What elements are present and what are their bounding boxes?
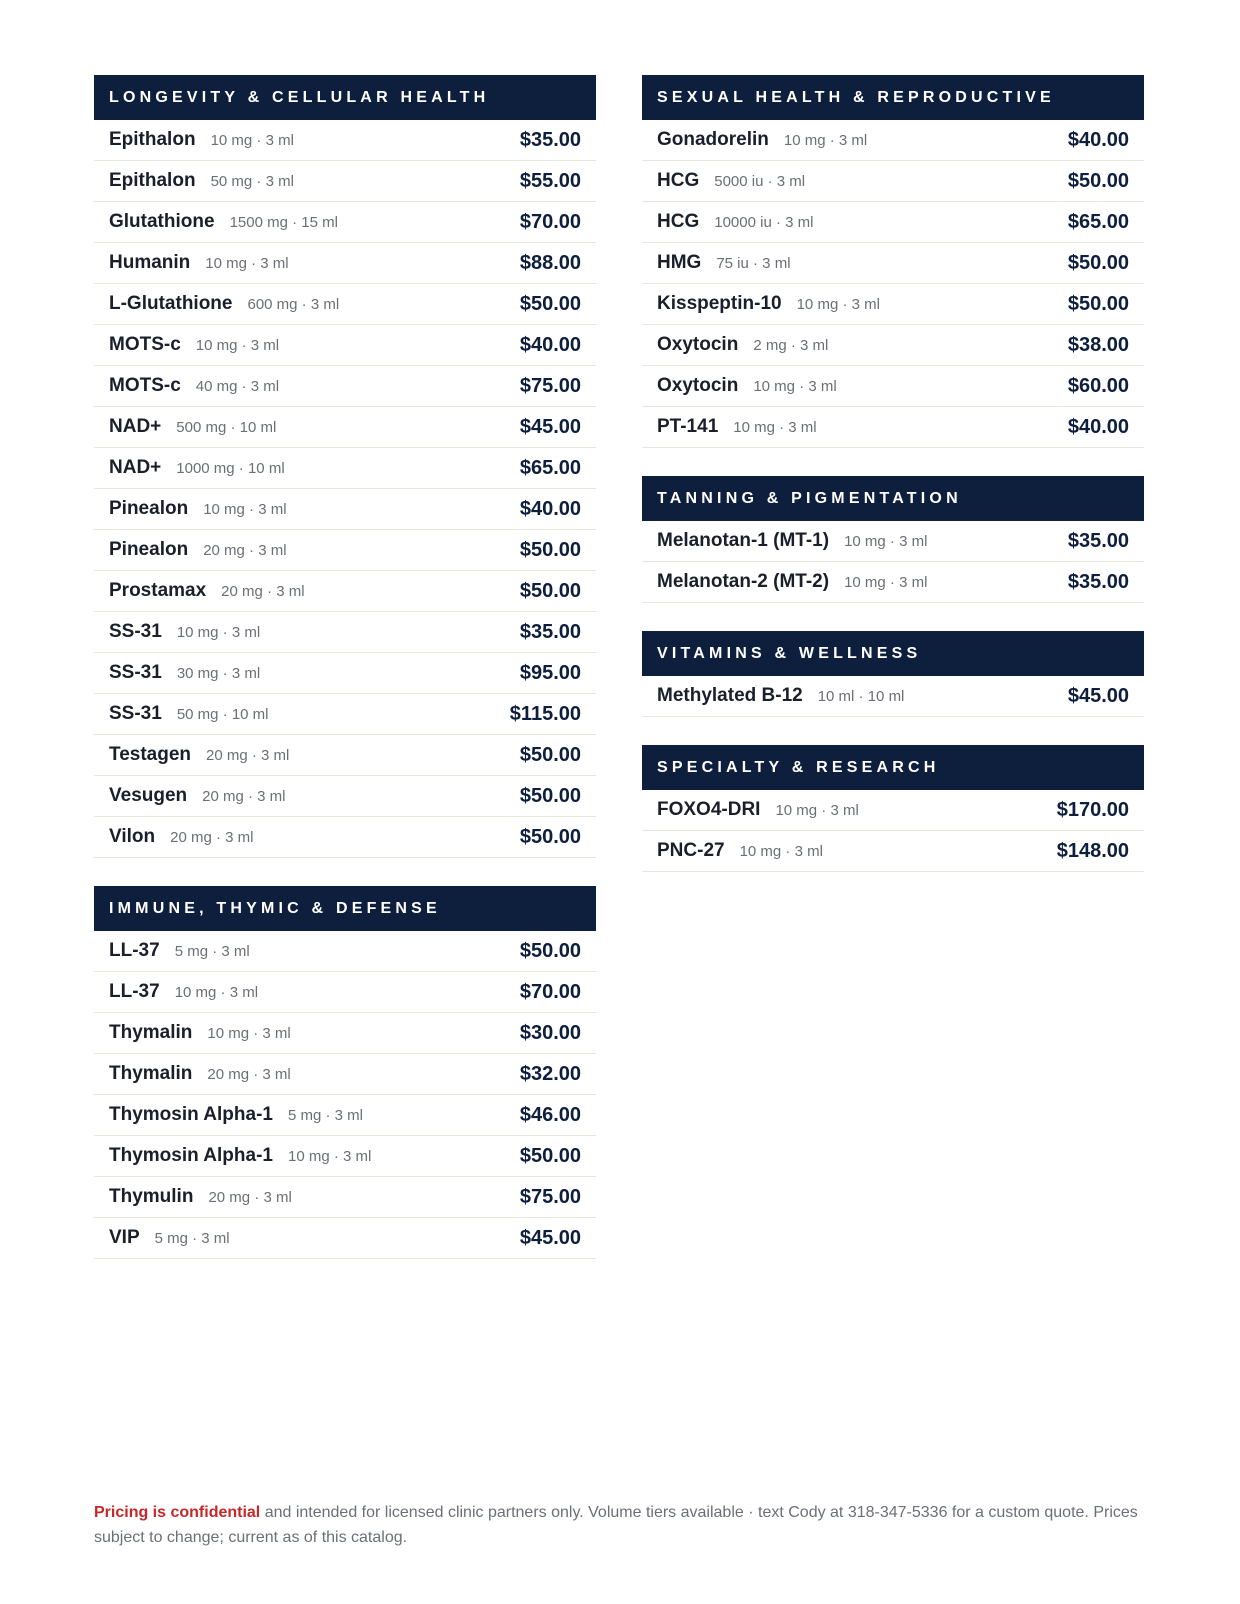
item-name: SS-31: [109, 662, 162, 683]
item-price: $65.00: [1067, 210, 1129, 233]
item-spec: 40 mg · 3 ml: [195, 378, 280, 395]
item-name: LL-37: [109, 940, 160, 961]
item-price: $55.00: [519, 169, 581, 192]
item-price: $40.00: [519, 497, 581, 520]
item-price: $40.00: [519, 333, 581, 356]
item-spec: 20 mg · 3 ml: [206, 747, 290, 764]
item-info: [109, 293, 339, 315]
item-price: $50.00: [519, 579, 581, 602]
item-spec: 5 mg · 3 ml: [174, 943, 250, 960]
section-header: LONGEVITY & CELLULAR HEALTH: [94, 75, 596, 120]
price-section: [642, 745, 1144, 872]
confidential-notice: Pricing is confidential: [94, 1504, 261, 1521]
item-spec: 10 mg · 3 ml: [207, 1025, 291, 1042]
item-price: $30.00: [519, 1021, 581, 1044]
item-info: [657, 252, 791, 274]
price-row: [642, 407, 1144, 448]
item-price: $35.00: [1067, 529, 1129, 552]
item-price: $35.00: [519, 128, 581, 151]
item-spec: 10 mg · 3 ml: [210, 132, 294, 149]
item-info: [109, 170, 294, 192]
item-info: [109, 457, 285, 479]
item-spec: 20 mg · 3 ml: [203, 542, 287, 559]
item-info: [109, 1063, 291, 1085]
item-info: [109, 539, 287, 561]
item-info: [109, 1104, 363, 1126]
item-name: Pinealon: [109, 498, 189, 519]
item-info: [109, 785, 286, 807]
item-name: SS-31: [109, 703, 162, 724]
item-price: $75.00: [519, 1185, 581, 1208]
price-row: [642, 521, 1144, 562]
footer-note: [94, 1500, 1154, 1550]
item-price: $50.00: [519, 939, 581, 962]
item-info: [109, 416, 276, 438]
price-row: [642, 831, 1144, 872]
item-name: Oxytocin: [657, 375, 739, 396]
item-name: Humanin: [109, 252, 191, 273]
item-name: HCG: [657, 211, 700, 232]
item-spec: 20 mg · 3 ml: [208, 1189, 292, 1206]
item-spec: 2 mg · 3 ml: [753, 337, 829, 354]
item-price: $35.00: [1067, 570, 1129, 593]
item-name: PNC-27: [657, 840, 725, 861]
item-price: $50.00: [1067, 251, 1129, 274]
item-info: [109, 334, 279, 356]
item-name: Melanotan-2 (MT-2): [657, 571, 830, 592]
price-row: [94, 571, 596, 612]
price-row: [94, 1054, 596, 1095]
item-info: [657, 685, 904, 707]
item-spec: 10 mg · 3 ml: [176, 624, 261, 641]
item-spec: 50 mg · 3 ml: [210, 173, 294, 190]
item-info: [109, 1022, 291, 1044]
section-header: IMMUNE, THYMIC & DEFENSE: [94, 886, 596, 931]
price-section: [642, 75, 1144, 448]
item-name: Thymosin Alpha-1: [109, 1104, 273, 1125]
item-spec: 600 mg · 3 ml: [247, 296, 340, 313]
price-row: [94, 694, 596, 735]
price-row: [94, 776, 596, 817]
item-spec: 20 mg · 3 ml: [221, 583, 305, 600]
item-price: $35.00: [519, 620, 581, 643]
price-row: [94, 120, 596, 161]
item-price: $115.00: [509, 702, 581, 725]
item-price: $50.00: [519, 538, 581, 561]
item-name: Prostamax: [109, 580, 207, 601]
item-spec: 10000 iu · 3 ml: [714, 214, 814, 231]
item-price: $70.00: [519, 980, 581, 1003]
price-row: [94, 1136, 596, 1177]
price-row: [94, 972, 596, 1013]
item-spec: 75 iu · 3 ml: [716, 255, 791, 272]
section-header: SPECIALTY & RESEARCH: [642, 745, 1144, 790]
item-price: $50.00: [519, 825, 581, 848]
item-name: SS-31: [109, 621, 162, 642]
item-name: LL-37: [109, 981, 160, 1002]
item-price: $50.00: [519, 784, 581, 807]
price-row: [94, 735, 596, 776]
left-column: [94, 75, 596, 1287]
item-spec: 5000 iu · 3 ml: [714, 173, 806, 190]
item-name: HCG: [657, 170, 700, 191]
item-spec: 10 mg · 3 ml: [783, 132, 868, 149]
item-name: Glutathione: [109, 211, 215, 232]
item-spec: 500 mg · 10 ml: [176, 419, 277, 436]
price-row: [94, 325, 596, 366]
item-info: [109, 981, 258, 1003]
item-spec: 10 mg · 3 ml: [287, 1148, 372, 1165]
item-name: Methylated B-12: [657, 685, 803, 706]
item-price: $45.00: [519, 1226, 581, 1249]
item-price: $50.00: [519, 743, 581, 766]
item-spec: 10 mg · 3 ml: [205, 255, 289, 272]
item-price: $88.00: [519, 251, 581, 274]
item-spec: 1000 mg · 10 ml: [176, 460, 285, 477]
price-row: [642, 243, 1144, 284]
price-section: [642, 476, 1144, 603]
item-spec: 10 mg · 3 ml: [796, 296, 880, 313]
item-price: $50.00: [519, 1144, 581, 1167]
item-info: [109, 744, 289, 766]
item-price: $45.00: [519, 415, 581, 438]
item-spec: 10 mg · 3 ml: [174, 984, 259, 1001]
item-info: [109, 129, 294, 151]
item-price: $50.00: [1067, 169, 1129, 192]
item-info: [109, 252, 289, 274]
price-row: [94, 530, 596, 571]
item-info: [657, 799, 859, 821]
item-spec: 10 mg · 3 ml: [844, 533, 928, 550]
item-info: [109, 703, 269, 725]
item-spec: 10 ml · 10 ml: [817, 688, 905, 705]
item-info: [109, 940, 250, 962]
price-row: [94, 1177, 596, 1218]
item-price: $40.00: [1067, 128, 1129, 151]
price-row: [94, 817, 596, 858]
item-info: [109, 1227, 230, 1249]
item-info: [657, 293, 880, 315]
item-spec: 1500 mg · 15 ml: [229, 214, 338, 231]
price-row: [94, 612, 596, 653]
price-row: [94, 1095, 596, 1136]
item-price: $40.00: [1067, 415, 1129, 438]
item-name: L-Glutathione: [109, 293, 233, 314]
item-name: Kisspeptin-10: [657, 293, 782, 314]
item-spec: 10 mg · 3 ml: [739, 843, 823, 860]
item-name: Gonadorelin: [657, 129, 769, 150]
item-name: FOXO4-DRI: [657, 799, 761, 820]
item-price: $75.00: [519, 374, 581, 397]
item-info: [109, 621, 260, 643]
item-price: $70.00: [519, 210, 581, 233]
footer-text: and intended for licensed clinic partners only. Volume tiers available · text Cody at 318-347-5336 for a custom quote. Prices subject to change; current as of this catalog.: [94, 1504, 1138, 1546]
price-row: [94, 653, 596, 694]
item-info: [109, 211, 338, 233]
item-price: $50.00: [519, 292, 581, 315]
item-name: Epithalon: [109, 170, 196, 191]
price-row: [642, 366, 1144, 407]
item-price: $32.00: [519, 1062, 581, 1085]
item-name: Testagen: [109, 744, 192, 765]
item-info: [109, 1145, 371, 1167]
item-spec: 5 mg · 3 ml: [287, 1107, 363, 1124]
price-row: [94, 1218, 596, 1259]
item-name: Epithalon: [109, 129, 196, 150]
item-info: [657, 211, 813, 233]
item-spec: 20 mg · 3 ml: [170, 829, 254, 846]
price-row: [94, 366, 596, 407]
item-price: $95.00: [519, 661, 581, 684]
item-info: [109, 1186, 292, 1208]
section-header: SEXUAL HEALTH & REPRODUCTIVE: [642, 75, 1144, 120]
price-row: [642, 284, 1144, 325]
item-info: [657, 129, 867, 151]
item-name: Vesugen: [109, 785, 188, 806]
item-name: PT-141: [657, 416, 719, 437]
item-info: [657, 375, 837, 397]
item-info: [657, 571, 927, 593]
price-row: [642, 120, 1144, 161]
item-info: [109, 826, 253, 848]
item-spec: 10 mg · 3 ml: [203, 501, 287, 518]
item-price: $45.00: [1067, 684, 1129, 707]
item-info: [109, 498, 287, 520]
item-spec: 10 mg · 3 ml: [195, 337, 280, 354]
item-name: MOTS-c: [109, 375, 181, 396]
price-row: [642, 325, 1144, 366]
item-info: [109, 580, 305, 602]
item-spec: 30 mg · 3 ml: [176, 665, 261, 682]
price-row: [94, 407, 596, 448]
item-spec: 10 mg · 3 ml: [733, 419, 817, 436]
item-spec: 10 mg · 3 ml: [775, 802, 859, 819]
section-header: VITAMINS & WELLNESS: [642, 631, 1144, 676]
price-section: [94, 75, 596, 858]
item-info: [657, 416, 817, 438]
price-row: [642, 202, 1144, 243]
price-row: [642, 676, 1144, 717]
item-name: Pinealon: [109, 539, 189, 560]
item-price: $50.00: [1067, 292, 1129, 315]
item-spec: 10 mg · 3 ml: [753, 378, 837, 395]
item-price: $60.00: [1067, 374, 1129, 397]
item-name: Vilon: [109, 826, 156, 847]
price-row: [642, 161, 1144, 202]
item-spec: 10 mg · 3 ml: [844, 574, 928, 591]
item-info: [109, 662, 260, 684]
price-row: [94, 489, 596, 530]
item-info: [657, 530, 927, 552]
item-price: $65.00: [519, 456, 581, 479]
item-spec: 20 mg · 3 ml: [207, 1066, 291, 1083]
price-section: [94, 886, 596, 1259]
item-price: $38.00: [1067, 333, 1129, 356]
item-name: VIP: [109, 1227, 140, 1248]
item-price: $46.00: [519, 1103, 581, 1126]
price-row: [642, 790, 1144, 831]
item-name: Thymalin: [109, 1063, 193, 1084]
item-spec: 5 mg · 3 ml: [154, 1230, 230, 1247]
price-row: [94, 1013, 596, 1054]
item-name: Thymosin Alpha-1: [109, 1145, 273, 1166]
item-name: NAD+: [109, 457, 162, 478]
item-name: Thymalin: [109, 1022, 193, 1043]
item-name: Thymulin: [109, 1186, 194, 1207]
item-name: Melanotan-1 (MT-1): [657, 530, 830, 551]
item-name: NAD+: [109, 416, 162, 437]
price-row: [94, 931, 596, 972]
item-info: [109, 375, 279, 397]
item-name: MOTS-c: [109, 334, 181, 355]
item-spec: 50 mg · 10 ml: [176, 706, 269, 723]
price-row: [94, 284, 596, 325]
item-info: [657, 840, 823, 862]
price-row: [94, 161, 596, 202]
price-row: [642, 562, 1144, 603]
section-header: TANNING & PIGMENTATION: [642, 476, 1144, 521]
item-name: HMG: [657, 252, 702, 273]
item-price: $170.00: [1056, 798, 1129, 821]
item-spec: 20 mg · 3 ml: [202, 788, 286, 805]
price-row: [94, 243, 596, 284]
price-row: [94, 202, 596, 243]
item-info: [657, 170, 805, 192]
price-section: [642, 631, 1144, 717]
price-row: [94, 448, 596, 489]
item-price: $148.00: [1056, 839, 1129, 862]
item-name: Oxytocin: [657, 334, 739, 355]
right-column: [642, 75, 1144, 900]
item-info: [657, 334, 828, 356]
